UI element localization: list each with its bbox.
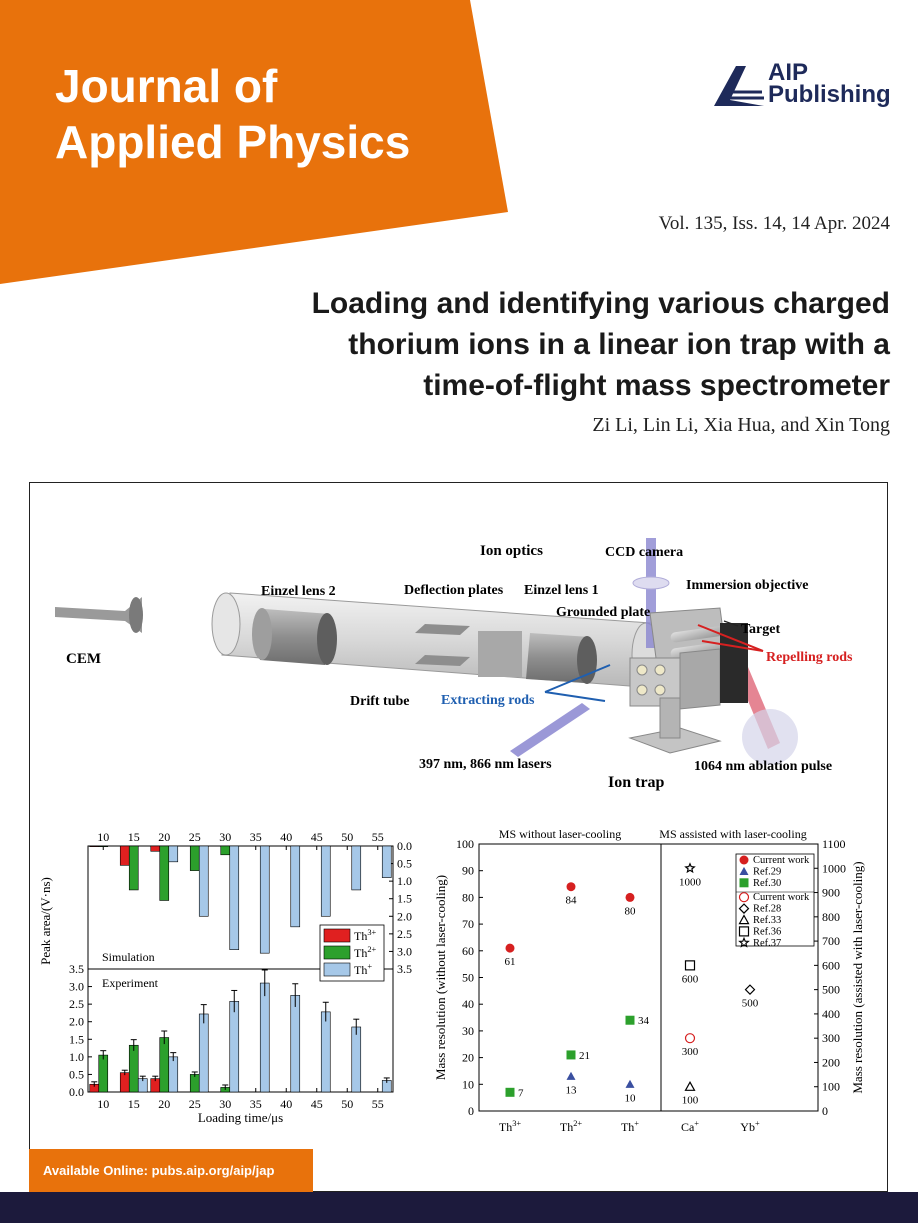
scatter-left-y-tick-label: 50 [462,970,474,985]
scatter-left-y-tick-label: 100 [456,837,474,851]
bar-sim-Th+ [230,846,239,950]
label-deflection-plates: Deflection plates [404,583,504,598]
bar-sim-Th+ [169,846,178,862]
bar-sim-Th2+ [129,846,138,890]
label-lasers: 397 nm, 866 nm lasers [419,757,552,772]
label-immersion-objective: Immersion objective [686,578,809,593]
scatter-legend-label: Ref.36 [753,926,782,938]
scatter-right-y-tick-label: 1100 [822,837,846,851]
scatter-x-tick-label: Yb+ [740,1119,760,1134]
scatter-point-ref-29 [567,1072,576,1080]
label-einzel-lens-2: Einzel lens 2 [261,584,336,599]
label-ion-optics: Ion optics [480,543,543,559]
scatter-point-label: 61 [504,956,516,969]
bar-bottom-x-tick-label: 50 [341,1097,354,1111]
einzel-lens-2 [252,608,337,665]
bar-sim-Th3+ [151,846,160,851]
scatter-point-ref-29 [626,1080,635,1088]
bar-exp-y-tick-label: 0.0 [69,1085,84,1099]
bar-top-x-tick-label: 55 [371,830,384,844]
bar-exp-Th2+ [99,1055,108,1092]
scatter-right-y-tick-label: 100 [822,1079,840,1094]
scatter-point-ref-30 [506,1088,515,1097]
scatter-point-label: 600 [681,973,699,986]
bar-bottom-x-tick-label: 40 [280,1097,293,1111]
scatter-section-right: MS assisted with laser-cooling [659,827,807,841]
article-title-line3: time-of-flight mass spectrometer [423,369,890,402]
bar-bottom-x-tick-label: 45 [310,1097,323,1111]
scatter-legend-label: Ref.33 [753,915,782,926]
scatter-x-tick-label: Th+ [620,1119,640,1134]
scatter-right-y-tick-label: 600 [822,958,840,973]
scatter-point-current-work [626,893,635,902]
scatter-left-y-tick-label: 10 [462,1077,474,1092]
peak-area-bar-chart [38,830,412,1125]
bar-exp-y-tick-label: 2.0 [69,1014,84,1029]
bar-legend-label: Th+ [354,962,373,977]
scatter-point-ref-37 [686,864,695,872]
bar-top-x-tick-label: 25 [188,830,201,844]
scatter-legend-label: Ref.29 [753,866,782,878]
scatter-right-y-tick-label: 500 [822,982,840,997]
scatter-legend-label: Ref.28 [753,903,782,915]
scatter-left-y-tick-label: 80 [462,890,474,905]
scatter-point-label: 21 [579,1049,590,1062]
article-title-line1: Loading and identifying various charged [311,287,890,320]
scatter-left-y-tick-label: 90 [462,863,474,878]
mass-resolution-chart [433,827,865,1134]
bar-exp-y-tick-label: 0.5 [69,1067,84,1082]
scatter-point-current-work [506,944,515,953]
scatter-point-label: 1000 [679,876,701,889]
bar-exp-Th2+ [190,1074,199,1092]
bar-sim-Th2+ [221,846,230,855]
scatter-left-y-tick-label: 0 [468,1104,474,1118]
bar-top-x-tick-label: 35 [249,830,262,844]
label-ablation-pulse: 1064 nm ablation pulse [694,759,833,774]
journal-title-line2: Applied Physics [55,116,411,168]
bar-sim-y-tick-label: 2.0 [397,909,412,924]
bar-sim-y-tick-label: 3.0 [397,944,412,959]
bar-bottom-x-tick-label: 10 [97,1097,110,1111]
bar-sim-Th2+ [160,846,169,900]
bar-sim-Th+ [260,846,269,953]
bar-exp-Th2+ [129,1045,138,1092]
bar-x-axis-label: Loading time/μs [197,1110,284,1125]
bar-panel-label-experiment: Experiment [102,976,158,990]
scatter-left-y-tick-label: 60 [462,943,474,958]
bar-sim-y-tick-label: 0.5 [397,856,412,871]
scatter-point-label: 500 [741,997,759,1010]
bar-sim-Th2+ [190,846,199,871]
scatter-left-y-tick-label: 20 [462,1050,474,1065]
bar-exp-y-tick-label: 3.0 [69,979,84,994]
scatter-right-y-axis-label: Mass resolution (assisted with laser-cooling) [850,861,865,1094]
bar-exp-Th+ [352,1027,361,1092]
scatter-legend-label: Current work [753,855,810,866]
label-ccd-camera: CCD camera [605,545,684,560]
scatter-right-y-tick-label: 200 [822,1055,840,1070]
bar-sim-y-tick-label: 1.0 [397,874,412,889]
scatter-point-ref-30 [567,1050,576,1059]
scatter-point-label: 7 [518,1087,524,1100]
scatter-legend-label: Current work [753,892,810,904]
scatter-x-tick-label: Ca+ [680,1119,700,1134]
bar-exp-y-tick-label: 2.5 [69,997,84,1012]
bar-bottom-x-tick-label: 15 [127,1097,140,1111]
article-title-line2: thorium ions in a linear ion trap with a [348,328,890,361]
apparatus-diagram [55,538,853,791]
bar-bottom-x-tick-label: 55 [371,1097,384,1111]
scatter-point-current-work [686,1034,695,1043]
bar-sim-y-tick-label: 0.0 [397,839,412,853]
bar-exp-Th+ [321,1012,330,1092]
bar-bottom-x-tick-label: 30 [219,1097,232,1111]
bar-panel-label-simulation: Simulation [102,950,155,964]
bar-top-x-tick-label: 50 [341,830,354,844]
journal-title [55,58,410,170]
label-grounded-plate: Grounded plate [556,605,651,620]
scatter-point-ref-33 [686,1082,695,1090]
bar-exp-Th+ [230,1001,239,1092]
scatter-point-ref-30 [626,1016,635,1025]
immersion-objective-lens [633,577,669,589]
scatter-point-label: 100 [681,1094,699,1107]
bar-sim-Th+ [199,846,208,916]
scatter-point-label: 84 [565,894,577,907]
scatter-left-y-tick-label: 30 [462,1023,474,1038]
scatter-left-y-tick-label: 40 [462,997,474,1012]
scatter-right-y-tick-label: 900 [822,885,840,900]
bar-exp-Th3+ [120,1073,129,1092]
bar-top-x-tick-label: 40 [280,830,293,844]
bar-legend-swatch [324,946,350,959]
bar-legend-swatch [324,929,350,942]
label-drift-tube: Drift tube [350,694,410,709]
bar-sim-Th+ [291,846,300,927]
bar-sim-Th+ [382,846,391,878]
bar-sim-y-tick-label: 3.5 [397,962,412,976]
bar-exp-Th+ [291,995,300,1092]
bar-exp-Th2+ [160,1038,169,1092]
bar-exp-y-tick-label: 1.5 [69,1032,84,1047]
bar-y-axis-label: Peak area/(V·ns) [38,877,53,965]
scatter-left-y-axis-label: Mass resolution (without laser-cooling) [433,874,448,1081]
scatter-point-ref-28 [746,985,755,994]
scatter-right-y-tick-label: 700 [822,934,840,949]
publisher-line1: AIP [768,59,809,86]
bar-top-x-tick-label: 20 [158,830,171,844]
bar-legend-label: $Th^{2+}$ [354,945,377,960]
bar-sim-y-tick-label: 2.5 [397,926,412,941]
scatter-section-left: MS without laser-cooling [498,827,622,841]
scatter-point-label: 80 [624,905,636,918]
bottom-bar [0,1192,918,1223]
bar-sim-Th3+ [90,846,99,847]
scatter-legend-label: Ref.37 [753,937,782,949]
label-ion-trap: Ion trap [608,774,665,791]
bar-bottom-x-tick-label: 35 [249,1097,262,1111]
scatter-right-y-tick-label: 300 [822,1031,840,1046]
scatter-legend-marker [740,878,749,887]
scatter-point-label: 34 [638,1015,649,1028]
scatter-point-label: 13 [565,1084,577,1097]
label-cem: CEM [66,651,101,667]
label-einzel-lens-1: Einzel lens 1 [524,583,599,598]
scatter-right-y-tick-label: 400 [822,1006,840,1021]
bar-top-x-tick-label: 45 [310,830,323,844]
bar-sim-Th2+ [99,846,108,847]
ablation-spot [742,709,798,765]
bar-exp-Th+ [260,983,269,1092]
label-repelling-rods: Repelling rods [766,650,853,665]
label-target: Target [741,622,781,637]
journal-title-line1: Journal of [55,60,278,112]
publisher-name [768,59,891,108]
article-title [190,283,890,406]
bar-exp-Th+ [169,1057,178,1092]
scatter-right-y-tick-label: 0 [822,1104,828,1118]
bar-sim-y-tick-label: 1.5 [397,891,412,906]
scatter-point-ref-36 [686,961,695,970]
scatter-x-tick-label: $Th^{3+}$ [498,1119,522,1134]
bar-bottom-x-tick-label: 20 [158,1097,171,1111]
publisher-line2: Publishing [768,81,891,108]
bar-sim-Th3+ [120,846,129,865]
scatter-point-current-work [567,882,576,891]
scatter-right-y-tick-label: 1000 [822,861,846,876]
bar-bottom-x-tick-label: 25 [188,1097,201,1111]
scatter-right-y-tick-label: 800 [822,909,840,924]
bar-exp-Th+ [199,1014,208,1092]
bar-top-x-tick-label: 10 [97,830,110,844]
scatter-point-label: 300 [681,1046,699,1059]
article-authors: Zi Li, Lin Li, Xia Hua, and Xin Tong [592,414,890,436]
volume-info: Vol. 135, Iss. 14, 14 Apr. 2024 [658,213,890,234]
bar-top-x-tick-label: 15 [127,830,140,844]
scatter-x-tick-label: $Th^{2+}$ [559,1119,583,1134]
bar-exp-y-tick-label: 3.5 [69,962,84,976]
bar-sim-Th+ [321,846,330,916]
cem-detector [55,597,143,633]
einzel-lens-1 [478,631,597,684]
scatter-left-y-tick-label: 70 [462,917,474,932]
graphical-abstract-frame [29,482,888,1192]
label-extracting-rods: Extracting rods [441,693,535,708]
laser-beam [510,703,590,757]
bar-sim-Th+ [352,846,361,890]
bar-legend-label: $Th^{3+}$ [354,928,377,943]
graphical-abstract [30,483,886,1190]
available-online-link[interactable]: Available Online: pubs.aip.org/aip/jap [29,1149,313,1192]
scatter-legend-label: Ref.30 [753,877,782,889]
scatter-point-label: 10 [624,1092,636,1105]
bar-exp-y-tick-label: 1.0 [69,1049,84,1064]
bar-top-x-tick-label: 30 [219,830,232,844]
scatter-legend-marker [740,856,749,865]
bar-legend-swatch [324,963,350,976]
